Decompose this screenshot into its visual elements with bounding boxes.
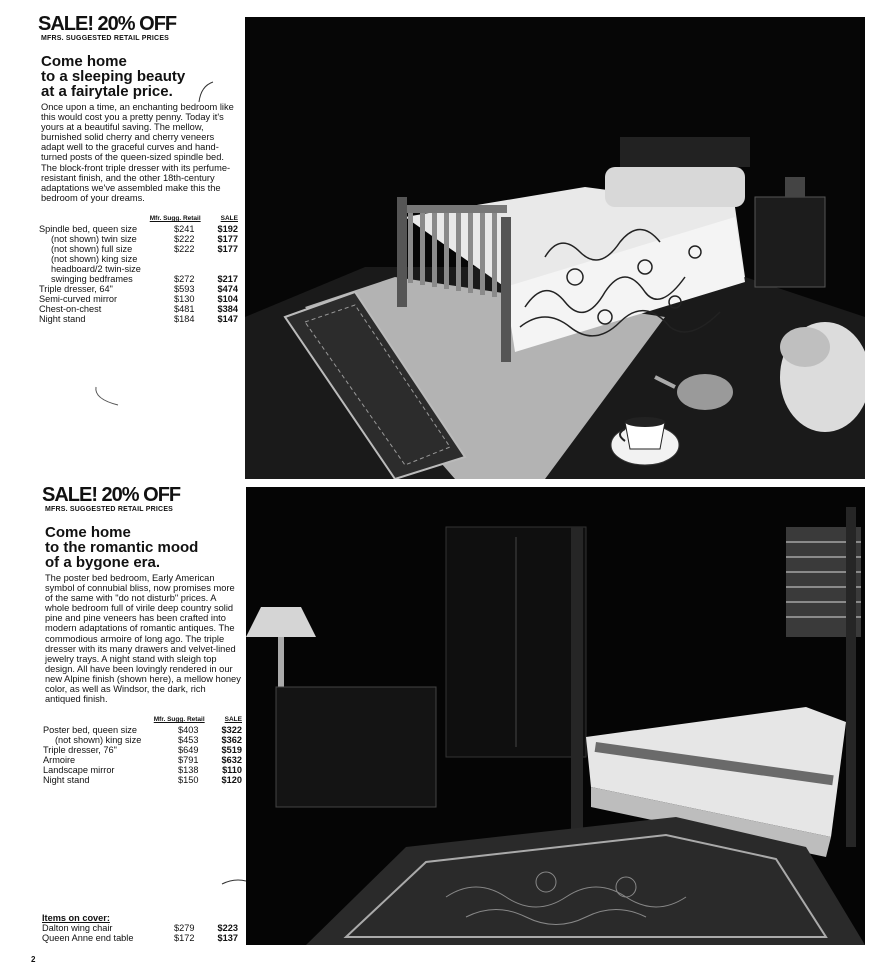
scan-mark (195, 80, 215, 105)
retail-price: $593 (174, 283, 195, 294)
sale-price: $632 (221, 755, 242, 766)
price-row (43, 775, 242, 785)
price-row (43, 755, 242, 765)
sale-column-header: SALE (220, 214, 238, 222)
headline-line-3: of a bygone era. (45, 554, 161, 571)
price-row (39, 254, 238, 284)
price-table (43, 725, 242, 785)
retail-price: $130 (174, 293, 195, 304)
item-name: (not shown) king size (55, 735, 142, 746)
price-row (43, 735, 242, 745)
price-row (43, 725, 242, 735)
retail-price: $241 (174, 223, 195, 234)
sale-headline: SALE! 20% OFF (42, 484, 181, 506)
retail-price: $279 (174, 923, 195, 933)
retail-price: $453 (178, 735, 199, 746)
sale-price: $137 (217, 933, 238, 943)
item-name: Night stand (39, 313, 86, 324)
price-row (39, 224, 238, 234)
sale-price: $120 (221, 775, 242, 786)
item-name: Dalton wing chair (42, 923, 113, 933)
headline-line-2: to a sleeping beauty (41, 68, 186, 85)
retail-price: $172 (174, 933, 195, 943)
item-name: Triple dresser, 64" (39, 283, 113, 294)
item-name: Landscape mirror (43, 765, 115, 776)
sale-subline: MFRS. SUGGESTED RETAIL PRICES (41, 35, 170, 42)
price-row (39, 294, 238, 304)
price-row (42, 933, 238, 943)
sale-price: $104 (217, 293, 238, 304)
price-table-header (38, 215, 238, 222)
price-table (39, 224, 238, 324)
scan-mark (92, 385, 122, 410)
cover-items-title: Items on cover: (42, 913, 110, 923)
price-row (43, 765, 242, 775)
sale-subline: MFRS. SUGGESTED RETAIL PRICES (45, 506, 174, 513)
ad-body-copy: The poster bed bedroom, Early American symbol of connubial bliss, now promises more of the same with "do not disturb" prices. A whole bedroom full of virile deep country solid pine and pine veneers has been crafted into modern adaptations of romantic antiques. The commodious armoire of long ago. The triple dresser with its many drawers and velvet-lined jewelry trays. A night stand with sleigh top design. All have been lovingly rendered in our new Alpine finish (shown here), a mellow honey color, as well as Windsor, the dark, rich antiqued finish. (45, 573, 241, 705)
retail-column-header: Mfr. Sugg. Retail (149, 214, 201, 222)
cover-items (42, 913, 238, 943)
sale-price: $384 (217, 303, 238, 314)
item-name: Semi-curved mirror (39, 293, 118, 304)
item-name: Spindle bed, queen size (39, 223, 138, 234)
sale-price: $217 (217, 273, 238, 284)
retail-price: $222 (174, 233, 195, 244)
price-row (39, 244, 238, 254)
price-table-header (42, 716, 242, 723)
item-name: (not shown) full size (51, 243, 133, 254)
item-name: (not shown) king size headboard/2 twin-size swinging bedframes (51, 253, 141, 284)
item-name: Triple dresser, 76" (43, 745, 117, 756)
bedroom-photo-spindle-bed (245, 17, 865, 479)
item-name: Chest-on-chest (39, 303, 102, 314)
item-name: (not shown) twin size (51, 233, 137, 244)
price-row (39, 234, 238, 244)
retail-price: $184 (174, 313, 195, 324)
scan-mark (220, 876, 248, 888)
retail-price: $481 (174, 303, 195, 314)
sale-price: $177 (217, 243, 238, 254)
headline-line-1: Come home (41, 53, 127, 70)
sale-price: $192 (217, 223, 238, 234)
price-row (39, 304, 238, 314)
sale-price: $362 (221, 735, 242, 746)
retail-price: $272 (174, 273, 195, 284)
top-ad-column (38, 14, 238, 324)
sale-headline: SALE! 20% OFF (38, 13, 177, 35)
retail-column-header: Mfr. Sugg. Retail (153, 716, 205, 724)
sale-price: $474 (217, 283, 238, 294)
retail-price: $150 (178, 775, 199, 786)
item-name: Poster bed, queen size (43, 725, 137, 736)
retail-price: $791 (178, 755, 199, 766)
sale-price: $519 (221, 745, 242, 756)
item-name: Night stand (43, 775, 90, 786)
retail-price: $222 (174, 243, 195, 254)
price-row (43, 745, 242, 755)
sale-price: $147 (217, 313, 238, 324)
item-name: Armoire (43, 755, 76, 766)
sale-column-header: SALE (224, 716, 242, 724)
item-name: Queen Anne end table (42, 933, 134, 943)
price-row (39, 284, 238, 294)
page-number: 2 (31, 955, 36, 964)
ad-headline (45, 525, 242, 570)
sale-price: $110 (222, 765, 242, 776)
retail-price: $649 (178, 745, 199, 756)
retail-price: $138 (178, 765, 199, 776)
sale-price: $322 (221, 725, 242, 736)
sale-price: $223 (217, 923, 238, 933)
sale-price: $177 (217, 233, 238, 244)
headline-line-1: Come home (45, 524, 131, 541)
headline-line-2: to the romantic mood (45, 539, 199, 556)
ad-body-copy: Once upon a time, an enchanting bedroom like this would cost you a pretty penny. Today it's yours at a beautiful saving. The mellow, burnished solid cherry and cherry veneers adapt well to the graceful curves and hand-turned posts of the queen-sized spindle bed. The block-front triple dresser with its perfume-resistant finish, and the other 18th-century adaptations we've assembled make this the bedroom of your dreams. (41, 102, 234, 203)
price-row (39, 314, 238, 324)
price-row (42, 923, 238, 933)
retail-price: $403 (178, 725, 199, 736)
bedroom-photo-poster-bed (246, 487, 865, 945)
headline-line-3: at a fairytale price. (41, 83, 173, 100)
bottom-ad-column (42, 485, 242, 785)
